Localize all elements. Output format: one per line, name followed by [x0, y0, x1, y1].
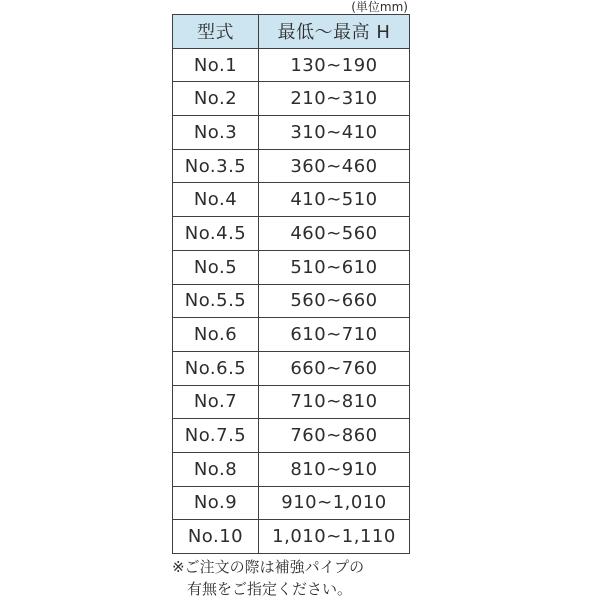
model-cell: No.4 — [173, 183, 259, 217]
model-cell: No.3 — [173, 116, 259, 150]
footnote-line1: ※ご注文の際は補強パイプの — [172, 558, 365, 576]
model-cell: No.5.5 — [173, 284, 259, 318]
model-cell: No.8 — [173, 452, 259, 486]
range-cell: 910∼1,010 — [259, 486, 410, 520]
model-cell: No.9 — [173, 486, 259, 520]
range-cell: 130∼190 — [259, 48, 410, 82]
table-header-row — [173, 15, 410, 49]
table-row — [173, 82, 410, 116]
unit-label: (単位mm) — [351, 0, 408, 14]
header-range: 最低～最高 H — [259, 15, 410, 49]
table-row — [173, 183, 410, 217]
model-cell: No.7 — [173, 385, 259, 419]
range-cell: 310∼410 — [259, 116, 410, 150]
model-cell: No.10 — [173, 520, 259, 554]
table-row — [173, 419, 410, 453]
table-row — [173, 351, 410, 385]
range-cell: 710∼810 — [259, 385, 410, 419]
header-model: 型式 — [173, 15, 259, 49]
footnote — [172, 556, 364, 600]
range-cell: 1,010∼1,110 — [259, 520, 410, 554]
range-cell: 810∼910 — [259, 452, 410, 486]
model-cell: No.1 — [173, 48, 259, 82]
range-cell: 760∼860 — [259, 419, 410, 453]
model-cell: No.2 — [173, 82, 259, 116]
range-cell: 460∼560 — [259, 217, 410, 251]
model-cell: No.4.5 — [173, 217, 259, 251]
range-cell: 660∼760 — [259, 351, 410, 385]
table-row — [173, 116, 410, 150]
table-row — [173, 452, 410, 486]
model-cell: No.3.5 — [173, 149, 259, 183]
model-cell: No.5 — [173, 250, 259, 284]
table-row — [173, 250, 410, 284]
range-cell: 360∼460 — [259, 149, 410, 183]
table-row — [173, 318, 410, 352]
table-row — [173, 284, 410, 318]
table-row — [173, 149, 410, 183]
table-row — [173, 217, 410, 251]
range-cell: 410∼510 — [259, 183, 410, 217]
model-cell: No.6 — [173, 318, 259, 352]
footnote-line2: 有無をご指定ください。 — [187, 580, 353, 598]
model-cell: No.6.5 — [173, 351, 259, 385]
range-cell: 610∼710 — [259, 318, 410, 352]
model-cell: No.7.5 — [173, 419, 259, 453]
table-row — [173, 486, 410, 520]
table-row — [173, 520, 410, 554]
range-cell: 510∼610 — [259, 250, 410, 284]
size-spec-table — [172, 14, 410, 554]
range-cell: 560∼660 — [259, 284, 410, 318]
range-cell: 210∼310 — [259, 82, 410, 116]
table-row — [173, 48, 410, 82]
table-row — [173, 385, 410, 419]
